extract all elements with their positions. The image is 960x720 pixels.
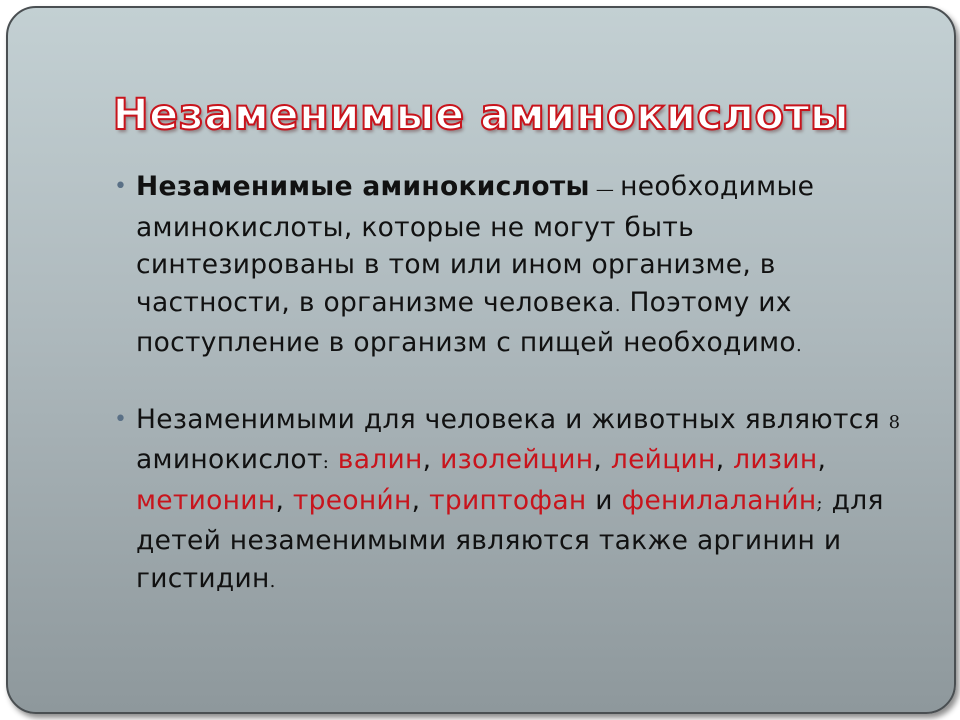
slide (6, 6, 956, 714)
acid-name: изолейцин (440, 444, 594, 475)
period: . (795, 335, 802, 356)
dash: — (589, 179, 621, 200)
acid-name: лизин (733, 444, 818, 475)
acid-name: треони́н (292, 484, 412, 516)
bullet-dot-icon: • (114, 406, 128, 432)
bullet-definition (112, 168, 902, 365)
acid-name: метионин (136, 484, 276, 516)
period: . (269, 570, 276, 592)
list-intro: Незаменимыми для человека и животных являются (136, 403, 889, 435)
semicolon: ; (816, 492, 823, 514)
list-tail: для детей незаменимыми являются также аргинин и гистидин (136, 484, 884, 594)
separator: , (715, 444, 734, 475)
term: Незаменимые аминокислоты (136, 171, 590, 202)
bullet-dot-icon: • (114, 174, 128, 199)
acid-name: фенилалани́н (621, 484, 817, 516)
acid-name: валин (337, 444, 423, 475)
conjunction: и (595, 484, 622, 516)
definition-text-2: Поэтому их поступление в организм с пищей необходимо (136, 286, 796, 358)
list-word: аминокислот (136, 444, 323, 475)
acid-name: лейцин (610, 444, 716, 475)
separator: , (593, 444, 611, 475)
period: . (614, 294, 621, 316)
colon: : (322, 452, 330, 473)
separator: , (275, 484, 293, 516)
separator: , (422, 444, 441, 475)
definition-text: необходимые аминокислоты, которые не могут быть синтезированы в том или ином организме, в частности, в организме человека (136, 171, 815, 318)
count: 8 (888, 411, 901, 433)
separator: , (817, 444, 827, 475)
acid-name: триптофан (429, 484, 587, 516)
slide-body (112, 168, 902, 600)
slide-title: Незаменимые аминокислоты (112, 90, 850, 140)
separator: , (411, 484, 430, 516)
bullet-list (112, 401, 902, 601)
